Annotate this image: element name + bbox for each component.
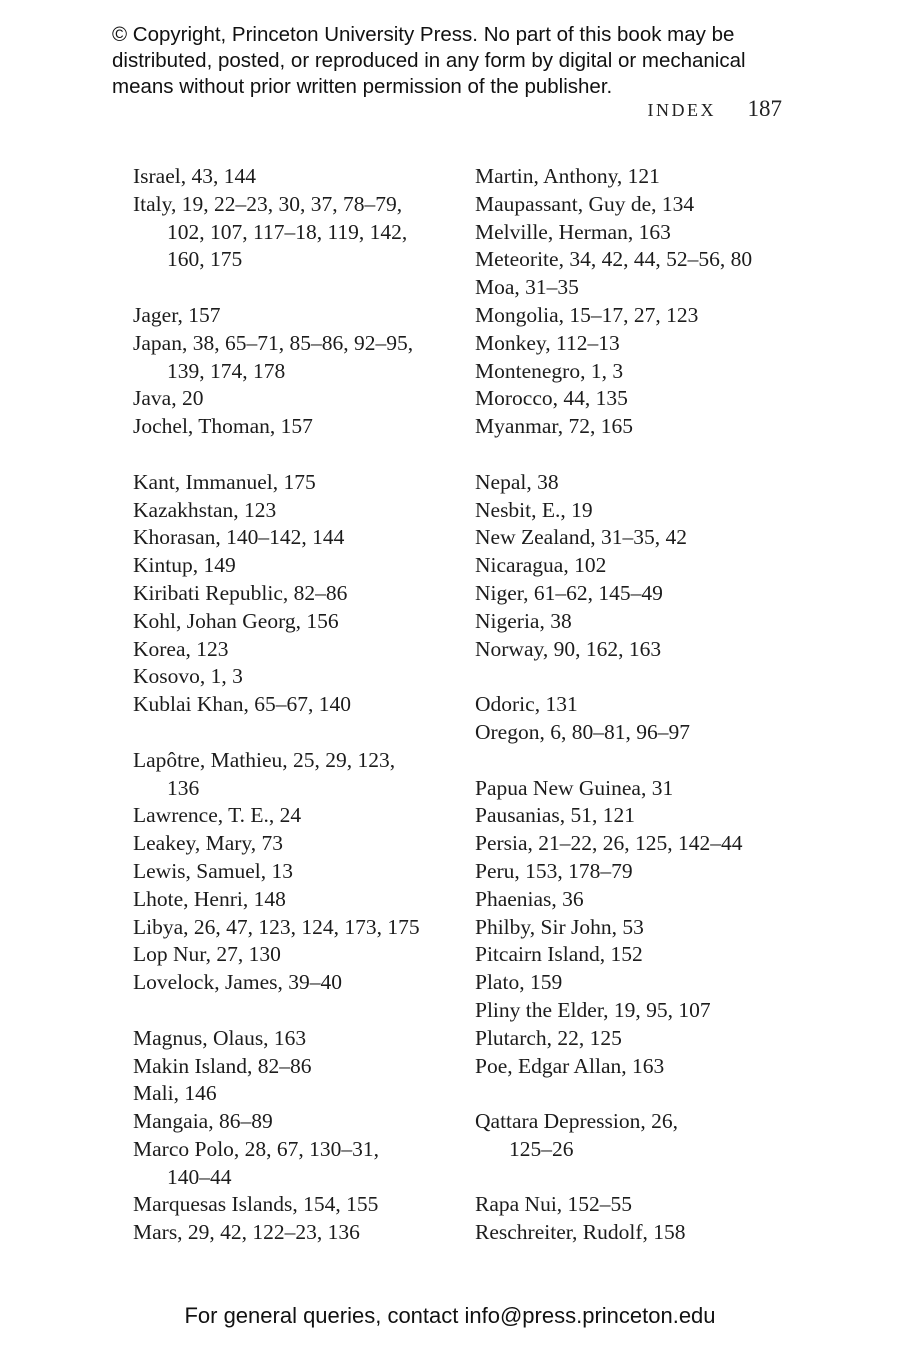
index-entry [475,636,795,664]
index-entry [475,802,795,830]
index-entry [475,358,795,386]
index-entry-line: Nepal, 38 [475,469,559,494]
index-entry-line: Plutarch, 22, 125 [475,1025,622,1050]
index-entry [475,1025,795,1053]
index-entry-line: Leakey, Mary, 73 [133,831,284,856]
index-entry [133,163,453,191]
index-entry [475,1108,795,1164]
index-entry-line: Korea, 123 [133,636,229,661]
index-entry [475,830,795,858]
index-entry-line: Mali, 146 [133,1081,217,1106]
index-entry [133,663,453,691]
index-entry-line: Monkey, 112–13 [475,330,620,355]
index-entry-line: Martin, Anthony, 121 [475,164,660,188]
index-entry-line: Pausanias, 51, 121 [475,803,636,828]
index-entry-line: Reschreiter, Rudolf, 158 [475,1220,686,1245]
index-entry-line: Poe, Edgar Allan, 163 [475,1053,665,1078]
index-entry [133,1025,453,1053]
index-entry [475,274,795,302]
index-entry-line: Kintup, 149 [133,553,236,578]
index-entry [475,163,795,191]
index-entry [133,469,453,497]
index-entry-continuation: 140–44 [167,1164,232,1189]
index-entry [133,413,453,441]
index-entry-continuation: 125–26 [509,1136,574,1161]
index-entry [133,886,453,914]
index-entry [475,886,795,914]
index-entry-line: Lop Nur, 27, 130 [133,942,281,967]
index-entry [475,497,795,525]
index-entry [475,914,795,942]
index-entry [133,830,453,858]
index-entry [133,969,453,997]
letter-group-gap [133,719,453,747]
index-entry-line: Phaenias, 36 [475,886,584,911]
index-entry-line: Oregon, 6, 80–81, 96–97 [475,719,690,744]
index-entry [475,580,795,608]
letter-group-gap [475,1080,795,1108]
index-entry-line: Pitcairn Island, 152 [475,942,643,967]
index-entry-line: Lapôtre, Mathieu, 25, 29, 123, [133,747,396,772]
index-entry-line: Papua New Guinea, 31 [475,775,674,800]
index-entry-line: Lawrence, T. E., 24 [133,803,302,828]
index-entry-line: Japan, 38, 65–71, 85–86, 92–95, [133,330,414,355]
index-entry [133,1080,453,1108]
index-entry-continuation: 139, 174, 178 [167,358,286,383]
index-entry [475,413,795,441]
letter-group-gap [133,441,453,469]
index-entry [475,469,795,497]
index-entry [475,219,795,247]
index-entry-line: Morocco, 44, 135 [475,386,628,411]
index-entry [475,330,795,358]
letter-group-gap [475,663,795,691]
index-entry [133,385,453,413]
index-entry [133,691,453,719]
index-entry-line: Java, 20 [133,386,204,411]
index-entry [475,1219,795,1247]
index-entry [475,858,795,886]
index-entry [133,747,453,803]
index-entry-line: Marco Polo, 28, 67, 130–31, [133,1136,380,1161]
index-entry-line: Kublai Khan, 65–67, 140 [133,692,351,717]
index-entry-line: Kazakhstan, 123 [133,497,277,522]
index-entry [133,330,453,386]
index-entry [475,524,795,552]
index-entry-line: Niger, 61–62, 145–49 [475,580,663,605]
index-entry-line: Peru, 153, 178–79 [475,858,633,883]
index-entry-line: Libya, 26, 47, 123, 124, 173, 175 [133,914,420,939]
index-entry-line: Maupassant, Guy de, 134 [475,191,695,216]
index-entry [133,1191,453,1219]
index-entry-line: Mars, 29, 42, 122–23, 136 [133,1220,360,1245]
copyright-line: © Copyright, Princeton University Press. No part of this book may be [112,23,735,46]
copyright-notice [112,22,812,100]
index-entry [133,580,453,608]
index-entry [475,1053,795,1081]
index-entry [133,1219,453,1247]
index-column-right [475,163,795,1247]
index-entry [133,1108,453,1136]
index-entry [475,691,795,719]
index-entry-line: Marquesas Islands, 154, 155 [133,1192,379,1217]
index-entry-line: Lewis, Samuel, 13 [133,858,294,883]
index-entry-line: Magnus, Olaus, 163 [133,1025,307,1050]
index-entry-line: Nicaragua, 102 [475,553,607,578]
page-number: 187 [747,96,782,121]
index-entry [133,802,453,830]
index-entry-line: Lovelock, James, 39–40 [133,970,342,995]
index-entry-line: Philby, Sir John, 53 [475,914,644,939]
index-entry [475,1191,795,1219]
letter-group-gap [133,997,453,1025]
index-entry [133,608,453,636]
index-entry-line: Italy, 19, 22–23, 30, 37, 78–79, [133,191,403,216]
index-column-left [133,163,453,1247]
index-entry-line: Odoric, 131 [475,692,578,717]
index-entry-line: Israel, 43, 144 [133,164,256,188]
index-entry [475,191,795,219]
footer-contact: For general queries, contact info@press.princeton.edu [184,1303,716,1328]
index-entry [475,969,795,997]
index-entry-line: Mangaia, 86–89 [133,1109,273,1134]
running-head [648,96,783,122]
index-entry-continuation: 160, 175 [167,247,243,272]
letter-group-gap [133,274,453,302]
letter-group-gap [475,747,795,775]
copyright-line: distributed, posted, or reproduced in any form by digital or mechanical [112,49,746,72]
index-entry-line: Mongolia, 15–17, 27, 123 [475,302,699,327]
index-entry-line: Melville, Herman, 163 [475,219,671,244]
index-entry-continuation: 136 [167,775,200,800]
index-entry [475,302,795,330]
index-entry [475,775,795,803]
index-entry-line: Moa, 31–35 [475,275,579,300]
index-entry-line: Kant, Immanuel, 175 [133,469,316,494]
letter-group-gap [475,441,795,469]
index-entry-line: Myanmar, 72, 165 [475,414,633,439]
index-entry-line: Jochel, Thoman, 157 [133,414,313,439]
index-entry [133,636,453,664]
index-entry-line: Makin Island, 82–86 [133,1053,312,1078]
index-entry [133,191,453,274]
index-entry-line: Montenegro, 1, 3 [475,358,624,383]
index-entry-line: Jager, 157 [133,302,221,327]
index-entry [475,608,795,636]
index-entry-continuation: 102, 107, 117–18, 119, 142, [167,219,408,244]
index-entry-line: Norway, 90, 162, 163 [475,636,662,661]
index-entry-line: Lhote, Henri, 148 [133,886,286,911]
index-entry-line: New Zealand, 31–35, 42 [475,525,687,550]
letter-group-gap [475,1164,795,1192]
index-entry-line: Pliny the Elder, 19, 95, 107 [475,997,711,1022]
index-entry-line: Kosovo, 1, 3 [133,664,243,689]
index-entry-line: Khorasan, 140–142, 144 [133,525,345,550]
index-entry-line: Plato, 159 [475,970,563,995]
section-title: INDEX [647,100,716,120]
index-entry-line: Nesbit, E., 19 [475,497,593,522]
index-entry-line: Kiribati Republic, 82–86 [133,580,348,605]
index-entry-line: Qattara Depression, 26, [475,1109,678,1134]
index-entry [133,524,453,552]
index-entry [133,858,453,886]
index-entry [475,997,795,1025]
index-entry [133,552,453,580]
index-entry [133,1136,453,1192]
index-entry-line: Meteorite, 34, 42, 44, 52–56, 80 [475,247,753,272]
index-entry [475,552,795,580]
index-entry [475,941,795,969]
index-entry [133,1053,453,1081]
index-entry-line: Persia, 21–22, 26, 125, 142–44 [475,831,743,856]
copyright-line: means without prior written permission of the publisher. [112,75,613,98]
index-entry [133,302,453,330]
index-entry [133,914,453,942]
index-entry [133,497,453,525]
index-entry [475,385,795,413]
index-entry-line: Nigeria, 38 [475,608,572,633]
index-entry [475,246,795,274]
index-entry [475,719,795,747]
index-entry-line: Rapa Nui, 152–55 [475,1192,633,1217]
index-entry-line: Kohl, Johan Georg, 156 [133,608,339,633]
index-entry [133,941,453,969]
